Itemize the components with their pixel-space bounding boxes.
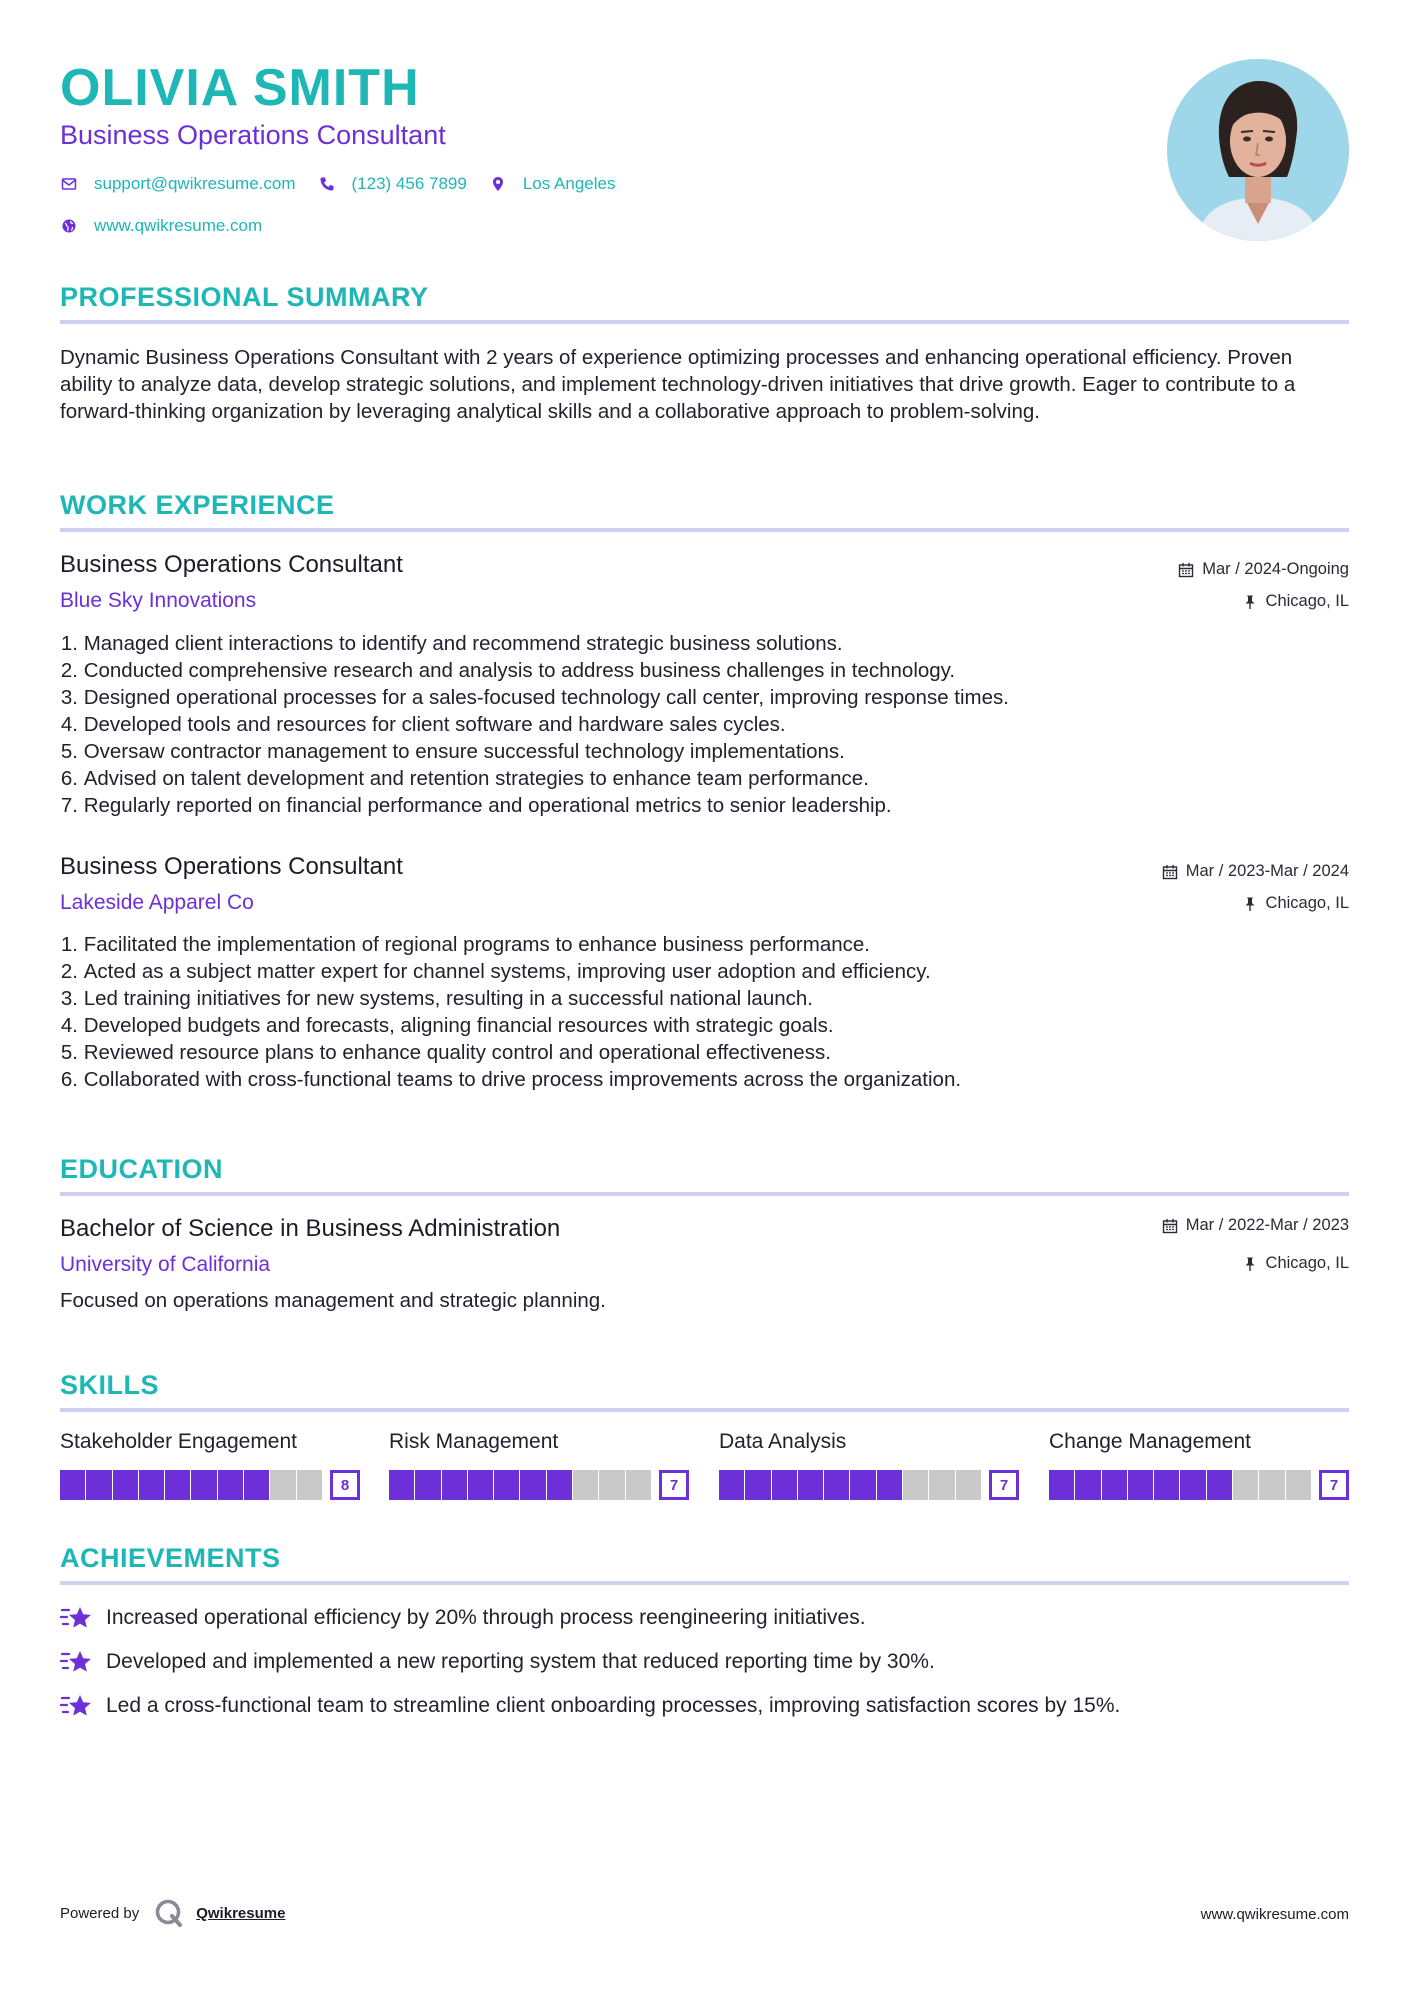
section-divider xyxy=(60,528,1349,532)
skill-level-bar xyxy=(719,1470,1019,1500)
skill-bar-segment xyxy=(389,1470,414,1500)
section-title-experience: WORK EXPERIENCE xyxy=(60,490,335,520)
job-location-text: Chicago, IL xyxy=(1265,592,1349,610)
skill-bar-segment xyxy=(1075,1470,1100,1500)
star-icon xyxy=(60,1692,92,1720)
skill-level-bar xyxy=(389,1470,689,1500)
skill-bar-segment xyxy=(1102,1470,1127,1500)
section-divider xyxy=(60,320,1349,324)
achievement-item xyxy=(60,1604,866,1632)
skill-bar-segment xyxy=(60,1470,85,1500)
company-name: Blue Sky Innovations xyxy=(60,589,257,612)
skill-name: Data Analysis xyxy=(719,1430,847,1453)
education-description: Focused on operations management and strategic planning. xyxy=(60,1289,606,1312)
star-icon xyxy=(60,1604,92,1632)
skill-item xyxy=(719,1430,1019,1500)
list-item: 2. Acted as a subject matter expert for channel systems, improving user adoption and efficiency. xyxy=(60,960,931,983)
section-title-achievements: ACHIEVEMENTS xyxy=(60,1543,281,1573)
skill-bar-segment xyxy=(956,1470,981,1500)
education-location xyxy=(1242,1254,1349,1273)
footer-powered-by xyxy=(60,1898,285,1928)
skill-bar-segment xyxy=(547,1470,572,1500)
education-dates xyxy=(1162,1216,1349,1235)
contact-info xyxy=(60,172,637,256)
skill-bar-segment xyxy=(442,1470,467,1500)
summary-text: Dynamic Business Operations Consultant with 2 years of experience optimizing processes and enhancing operational efficiency. Proven ability to analyze data, develop strategic solutions, and implement technology-driven initiatives that drive growth. Eager to contribute to a forward-thinking organization by leveraging analytical skills and a collaborative approach to problem-solving. xyxy=(60,346,1296,423)
skill-level-value: 7 xyxy=(659,1470,689,1500)
list-item: 7. Regularly reported on financial performance and operational metrics to senior leadership. xyxy=(60,794,892,817)
skill-name: Risk Management xyxy=(389,1430,559,1453)
powered-by-label: Powered by xyxy=(60,1904,140,1922)
candidate-role: Business Operations Consultant xyxy=(60,120,446,150)
globe-icon xyxy=(60,217,78,235)
skill-level-value: 7 xyxy=(1319,1470,1349,1500)
degree-title: Bachelor of Science in Business Administration xyxy=(60,1215,561,1242)
achievement-item xyxy=(60,1648,935,1676)
pushpin-icon xyxy=(1242,896,1258,912)
job-location xyxy=(1242,592,1349,611)
achievement-text: Increased operational efficiency by 20% through process reengineering initiatives. xyxy=(106,1606,866,1629)
skill-bar-segment xyxy=(903,1470,928,1500)
skill-bar-segment xyxy=(850,1470,875,1500)
skill-bar-segment xyxy=(599,1470,624,1500)
star-icon xyxy=(60,1648,92,1676)
skill-bar-segment xyxy=(520,1470,545,1500)
skill-bar-segment xyxy=(1128,1470,1153,1500)
list-item: 4. Developed tools and resources for client software and hardware sales cycles. xyxy=(60,713,786,736)
skill-bar-segment xyxy=(772,1470,797,1500)
website-link[interactable]: www.qwikresume.com xyxy=(94,216,263,235)
skill-bar-segment xyxy=(165,1470,190,1500)
job-dates xyxy=(1162,862,1349,881)
job-dates xyxy=(1178,560,1349,579)
skill-bar-segment xyxy=(297,1470,322,1500)
achievement-text: Developed and implemented a new reporting system that reduced reporting time by 30%. xyxy=(106,1650,935,1673)
skill-bar-segment xyxy=(798,1470,823,1500)
job-dates-text: Mar / 2023-Mar / 2024 xyxy=(1185,862,1349,880)
list-item: 6. Collaborated with cross-functional teams to drive process improvements across the organization. xyxy=(60,1068,962,1091)
pushpin-icon xyxy=(1242,1256,1258,1272)
school-name: University of California xyxy=(60,1253,271,1276)
skill-bar-segment xyxy=(139,1470,164,1500)
job-title: Business Operations Consultant xyxy=(60,853,403,880)
skill-item xyxy=(1049,1430,1349,1500)
list-item: 6. Advised on talent development and retention strategies to enhance team performance. xyxy=(60,767,869,790)
education-location-text: Chicago, IL xyxy=(1265,1254,1349,1272)
skill-bar-segment xyxy=(1180,1470,1205,1500)
skill-level-bar xyxy=(60,1470,360,1500)
skill-bar-segment xyxy=(270,1470,295,1500)
skill-bar-segment xyxy=(1049,1470,1074,1500)
calendar-icon xyxy=(1178,562,1194,578)
skill-bar-segment xyxy=(573,1470,598,1500)
skill-name: Stakeholder Engagement xyxy=(60,1430,297,1453)
achievement-item xyxy=(60,1692,1120,1720)
skill-bar-segment xyxy=(244,1470,269,1500)
section-divider xyxy=(60,1408,1349,1412)
job-duties-list xyxy=(60,931,1340,1093)
skill-item xyxy=(389,1430,689,1500)
envelope-icon xyxy=(60,175,78,193)
job-dates-text: Mar / 2024-Ongoing xyxy=(1202,560,1349,578)
pushpin-icon xyxy=(1242,594,1258,610)
map-pin-icon xyxy=(489,175,507,193)
skill-bar-segment xyxy=(745,1470,770,1500)
list-item: 1. Facilitated the implementation of regional programs to enhance business performance. xyxy=(60,933,870,956)
company-name: Lakeside Apparel Co xyxy=(60,891,254,914)
job-location-text: Chicago, IL xyxy=(1265,894,1349,912)
section-divider xyxy=(60,1581,1349,1585)
section-title-education: EDUCATION xyxy=(60,1154,223,1184)
skill-bar-segment xyxy=(1207,1470,1232,1500)
skill-bar-segment xyxy=(1286,1470,1311,1500)
qwikresume-logo-icon xyxy=(154,1898,184,1928)
section-title-skills: SKILLS xyxy=(60,1370,160,1400)
list-item: 3. Led training initiatives for new systems, resulting in a successful national launch. xyxy=(60,987,813,1010)
list-item: 4. Developed budgets and forecasts, aligning financial resources with strategic goals. xyxy=(60,1014,834,1037)
calendar-icon xyxy=(1162,1218,1178,1234)
qwikresume-link[interactable]: Qwikresume xyxy=(196,1904,286,1922)
skill-item xyxy=(60,1430,360,1500)
skill-bar-segment xyxy=(113,1470,138,1500)
skill-bar-segment xyxy=(191,1470,216,1500)
list-item: 5. Oversaw contractor management to ensure successful technology implementations. xyxy=(60,740,845,763)
list-item: 2. Conducted comprehensive research and analysis to address business challenges in technology. xyxy=(60,659,956,682)
list-item: 3. Designed operational processes for a sales-focused technology call center, improving response times. xyxy=(60,686,1009,709)
location-text: Los Angeles xyxy=(522,174,616,193)
email-link[interactable]: support@qwikresume.com xyxy=(94,174,296,193)
skill-bar-segment xyxy=(468,1470,493,1500)
section-divider xyxy=(60,1192,1349,1196)
phone-text: (123) 456 7899 xyxy=(351,174,467,193)
job-duties-list xyxy=(60,630,1340,819)
skill-level-value: 7 xyxy=(989,1470,1019,1500)
skill-level-bar xyxy=(1049,1470,1349,1500)
candidate-name: OLIVIA SMITH xyxy=(60,59,420,117)
footer-website-link[interactable]: www.qwikresume.com xyxy=(1200,1906,1349,1923)
education-dates-text: Mar / 2022-Mar / 2023 xyxy=(1185,1216,1349,1234)
skill-level-value: 8 xyxy=(330,1470,360,1500)
list-item: 1. Managed client interactions to identify and recommend strategic business solutions. xyxy=(60,632,843,655)
skill-bar-segment xyxy=(877,1470,902,1500)
skill-bar-segment xyxy=(1259,1470,1284,1500)
job-title: Business Operations Consultant xyxy=(60,551,403,578)
skill-bar-segment xyxy=(929,1470,954,1500)
skill-name: Change Management xyxy=(1049,1430,1251,1453)
skill-bar-segment xyxy=(824,1470,849,1500)
skill-bar-segment xyxy=(415,1470,440,1500)
skill-bar-segment xyxy=(1154,1470,1179,1500)
skill-bar-segment xyxy=(494,1470,519,1500)
skill-bar-segment xyxy=(1233,1470,1258,1500)
job-location xyxy=(1242,894,1349,913)
list-item: 5. Reviewed resource plans to enhance quality control and operational effectiveness. xyxy=(60,1041,831,1064)
profile-photo xyxy=(1167,59,1349,241)
calendar-icon xyxy=(1162,864,1178,880)
section-title-summary: PROFESSIONAL SUMMARY xyxy=(60,282,429,312)
skill-bar-segment xyxy=(719,1470,744,1500)
skill-bar-segment xyxy=(86,1470,111,1500)
skill-bar-segment xyxy=(218,1470,243,1500)
achievement-text: Led a cross-functional team to streamline client onboarding processes, improving satisfaction scores by 15%. xyxy=(106,1694,1121,1717)
skill-bar-segment xyxy=(626,1470,651,1500)
phone-icon xyxy=(318,175,336,193)
